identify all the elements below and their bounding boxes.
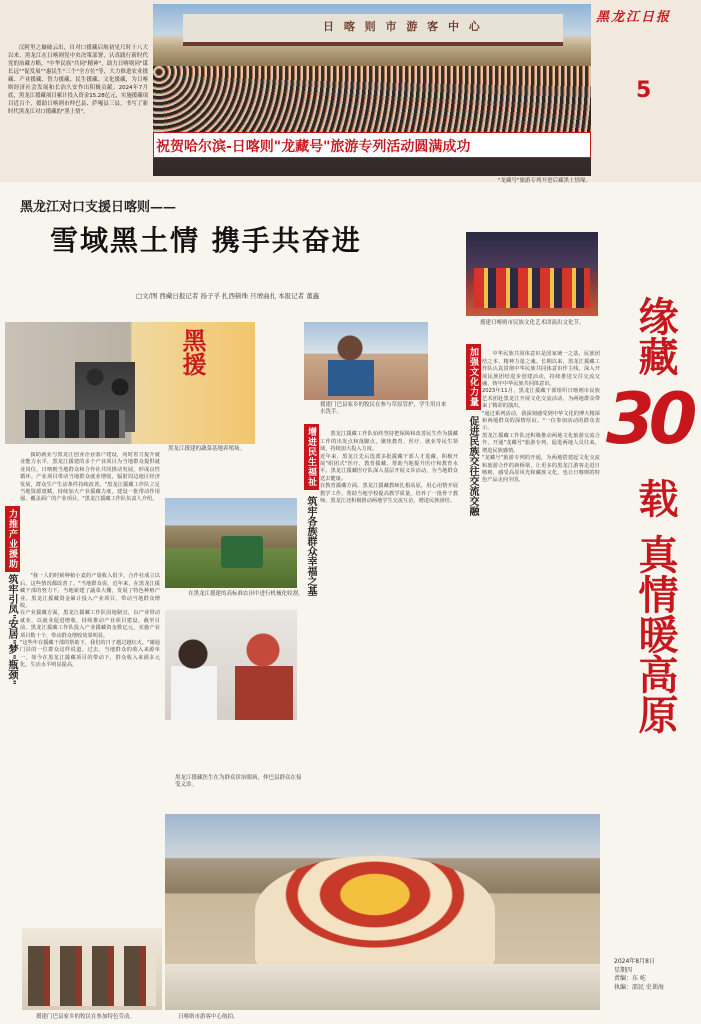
footer-designer: 执编：邵民 史训海 [614,983,664,991]
photo-2-caption: 援建门巴县家乡的牧民在参与草原管护，学生用自来水洗手。 [320,402,447,415]
side-title-number: 30 [606,378,692,460]
footer-editor: 责编：东 屹 [614,975,646,982]
dome-building [255,856,495,966]
photo-7 [165,814,600,1010]
patient-shape [235,630,293,720]
photo-4 [165,610,297,720]
dancers [474,268,590,308]
column-1: 援助就业与黑龙江创业企业落户建设，同时着力提升就业能力水平，黑龙江援建的多个产业项目为当地群众提供就业岗位，日喀则当地群众和合作社共同推动发展，形成良性循环。产业项目带动当地群众就业增收，辐射周边地区经济发展，群众生产生活条件持续改善。"黑龙江援藏工作队立足当地资源禀赋，持续加大产业援藏力度，建设一批带动作用强、覆盖面广的产业项目。"黑龙江援藏工作队负责人介绍。 [20,452,160,503]
plaza [165,964,600,1010]
photo-9 [466,232,598,316]
photo-10 [22,928,162,1010]
top-photo-caption: "龙藏号"旅游专列开进后藏黑土情缘。 [498,178,592,184]
harvester-shape [221,536,263,568]
column-3: 黑龙江援藏工作队始终坚持把保障和改善民生作为援藏工作的出发点和落脚点，聚焦教育、医疗、就业等民生领域，持续加大投入力度。 近年来，黑龙江先后选派多批援藏干部人才进藏，积极开展"组团式"医疗、教育援藏，帮助当地提升医疗和教育水平。黑龙江援藏医疗队深入基层开展义诊活动，为当地群众送去健康。 在教育援藏方面，黑龙江援藏教师扎根高原，用心用情开展教学工作，帮助当地学校提高教学质量，培养了一批骨干教师。黑龙江还积极推动两地学生交流互访，增进民族团结。 [320,431,458,505]
workers [28,946,156,1006]
section-title-livelihood: 筑牢各族群众幸福之基 [305,496,316,596]
section-label-livelihood: 增进民生福祉 [304,424,319,490]
footer-date: 2024年8月8日 [614,958,655,965]
headline-byline: □文/图 西藏日报记者 扬子孚 扎西顿珠 旦增曲扎 本报记者 董鑫 [136,292,320,300]
doctor-shape [171,636,217,720]
photo-3 [165,498,297,588]
photo-4-caption: 黑龙江援藏医生在为群众诊治眼病，仲巴县群众在接受义诊。 [175,775,302,788]
building-sign: 日 喀 则 市 游 客 中 心 [323,20,483,33]
photo-1-caption: 黑龙江援建的蔬菜基地养殖场。 [168,446,246,452]
side-title-b: 载 [632,478,679,518]
banner-text: 祝贺哈尔滨-日喀则"龙藏号"旅游专列活动圆满成功 [156,139,471,155]
section-title-industry: 筑牢引凤"安居"梦"瓶颈" [6,574,17,685]
top-banner [153,132,591,158]
section-title-culture: 促进民族交往交流交融 [467,416,478,516]
photo-9-caption: 援建日喀则市民族文化艺术团演出文化节。 [480,320,585,326]
footer-weekday: 星期四 [614,966,633,974]
masthead: 黑龙江日报 [596,10,672,25]
photo-3-caption: 在黑龙江援建的高标准农田中进行机械化收割。 [188,591,304,597]
column-4: 中华民族共同体意识是国家统一之基、民族团结之本、精神力量之魂。长期以来，黑龙江援藏工作队认真贯彻中华民族共同体意识作主线，深入开展民族团结进步创建活动，持续推进交往交流交融，铸牢中华民族共同体意识。 2023年11月，黑龙江援藏干部组织日喀则市民族艺术团赴黑龙江开展文化交流活动，为两地群众带来了精彩的演出。 "通过系列活动，我深刻感受到中华文化的博大精深和两地群众的深情厚谊。"一位参加活动的群众表示。 黑龙江援藏工作队还积极推动两地文化旅游交流合作，开通"龙藏号"旅游专列，促进两地人员往来，增进民族感情。 "龙藏号"旅游专列的开通，为两地搭建起文化交流和旅游合作的新桥梁，让更多的黑龙江游客走进日喀则，感受高原风光和藏族文化，也让日喀则的特色产品走向全国。 [482,351,600,484]
headline-title: 雪域黑土情 携手共奋进 [50,224,362,257]
side-title-a: 缘藏 [632,296,679,376]
photo-1-sign: 黑援 [178,328,207,376]
section-label-industry: 力推产业援助 [5,506,20,572]
photo-1-animals [25,410,125,438]
column-2: "我一人的时候种植小麦的产量收入很少，合作社成立以后，这些情况都改善了。"当地群众说。近年来，在黑龙江援藏干部的努力下，当地新建了蔬菜大棚，发展了特色种植产业。黑龙江援藏资金累计投入产业项目，带动当地群众增收。 在产业援藏方面，黑龙江援藏工作队因地制宜，以产业带动就业，以就业促进增收，持续推动产业项目建设。截至目前，黑龙江援藏工作队投入产业援藏资金数亿元，实施产业项目数十个，带动群众增收效果明显。 "这些年在援藏干部的帮助下，我们的日子越过越红火。"谢通门县的一位群众这样说道。过去，当地群众的收入来源单一，如今在黑龙江援藏项目的带动下，群众收入来源多元化，生活水平明显提高。 [20,573,160,669]
headline-kicker: 黑龙江对口支援日喀则—— [20,200,177,215]
photo-1 [5,322,255,444]
child-shape [328,332,374,396]
footer [614,958,664,992]
section-label-culture: 加强文化力量 [466,344,481,410]
page-number: 5 [636,78,652,103]
side-title-c: 真情暖高原 [632,534,679,734]
top-photo [153,4,591,176]
photo-10-caption: 援建门巴县家乡的牧民在参加特色劳动。 [36,1014,136,1020]
photo-7-caption: 日喀则市游客中心航拍。 [178,1014,239,1020]
intro-text: 汉阿里之巅破云出，自对口援藏启航初见尺时十八大以来，黑龙江在日喀则党中央决策部署，认真践行新时代党的治藏方略，"中华民族"共同"精神"，助力日喀则同"谋长远""促发展""惠民生"三个"全方位"等，大力推进农业援藏、产业援藏、智力援藏、民生援藏、文化援藏，为日喀则经济社会发展和长治久安作出积极贡献。2024年7月底，黑龙江援藏项目累计投入资金15.28亿元，实施援藏项目近百个，援助日喀则市仲巴县、萨嘎县三县，书写了新时代黑龙江对口援藏的"黑土情"。 [8,45,148,115]
photo-2 [304,322,428,400]
